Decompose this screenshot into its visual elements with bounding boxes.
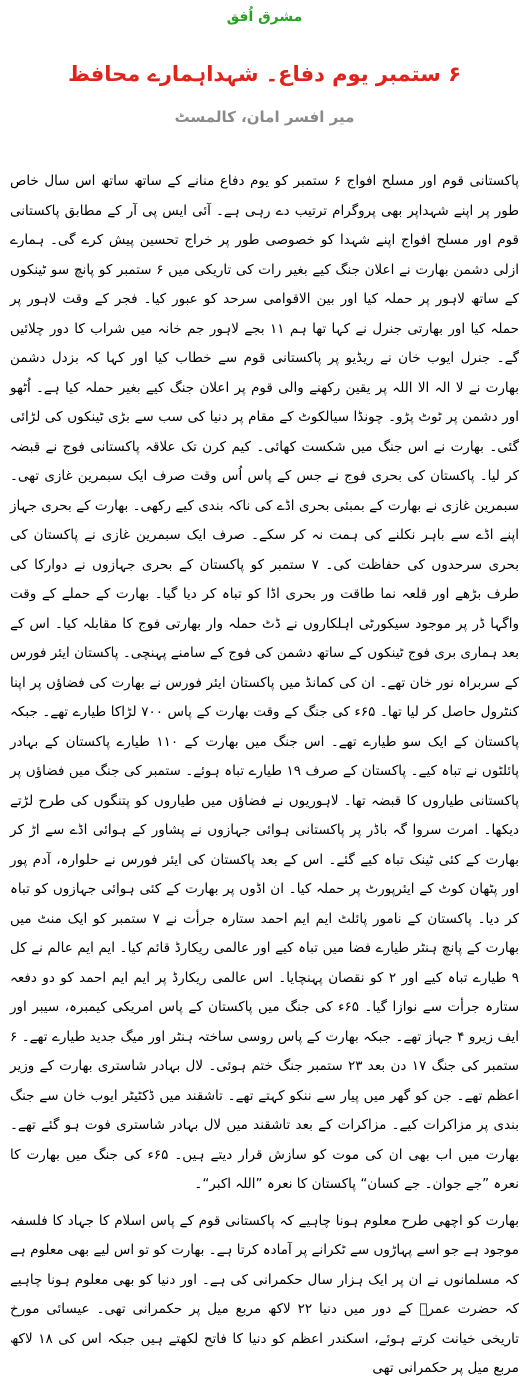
article-paragraph: پاکستانی قوم اور مسلح افواج ۶ ستمبر کو یوم دفاع منانے کے ساتھ ساتھ اس سال خاص طور پر اپنے شہداپر بھی پروگرام ترتیب دے رہی ہے۔ آئی ایس پی آر کے مطابق پاکستانی قوم اور مسلح افواج اپنے شہدا کو خصوصی طور پر خراج تحسین پیش کرے گی۔ ہمارے ازلی دشمن بھارت نے اعلان جنگ کیے بغیر رات کی تاریکی میں ۶ ستمبر کو پانچ سو ٹینکوں کے ساتھ لاہور پر حملہ کیا اور بین الاقوامی سرحد کو عبور کیا۔ فجر کے وقت لاہور پر حملہ کیا اور بھارتی جنرل نے کہا تھا ہم ۱۱ بجے لاہور جم خانہ میں شراب کا دور چلائیں گے۔ جنرل ایوب خان نے ریڈیو پر پاکستانی قوم سے خطاب کیا اور کہا کہ بزدل دشمن بھارت نے لا الہ الا اللہ پر یقین رکھنے والی قوم پر اعلان جنگ کیے بغیر حملہ کیا ہے۔ اُٹھو اور دشمن پر ٹوٹ پڑو۔ چونڈا سیالکوٹ کے مقام پر دنیا کی سب سے بڑی ٹینکوں کی لڑائی گئی۔ بھارت نے اس جنگ میں شکست کھائی۔ کیم کرن تک علاقہ پاکستانی فوج نے قبضہ کر لیا۔ پاکستان کی بحری فوج نے جس کے پاس اُس وقت صرف ایک سبمرین غازی تھی۔ سبمرین غازی نے بھارت کے بمبئی بحری اڈے کی ناکہ بندی کیے رکھی۔ بھارت کے بحری جہاز اپنے اڈے سے باہر نکلنے کی ہمت نہ کر سکے۔ صرف ایک سبمرین غازی نے پاکستان کی بحری سرحدوں کی حفاظت کی۔ ۷ ستمبر کو پاکستان کے بحری جہازوں نے دوارکا کی طرف بڑھے اور قلعہ نما طاقت ور بحری اڈا کو تباہ کر دیا گیا۔ بھارت کے حملے کے وقت واگہا ڈر پر موجود سیکورٹی اہلکاروں نے ڈٹ حملہ وار بھارتی فوج کا مقابلہ کیا۔ اس کے بعد ہماری بری فوج ٹینکوں کے ساتھ دشمن کی فوج کے سامنے پہنچی۔ پاکستان ایئر فورس کے سربراہ نور خان تھے۔ ان کی کمانڈ میں پاکستان ایئر فورس نے بھارت کی فضاؤں پر اپنا کنٹرول حاصل کر لیا تھا۔ ۶۵ء کی جنگ کے وقت بھارت کے پاس ۷۰۰ لڑاکا طیارے تھے۔ جبکہ پاکستان کے ایک سو طیارے تھے۔ اس جنگ میں بھارت کے ۱۱۰ طیارے پاکستان کے بہادر پائلٹوں نے تباہ کیے۔ پاکستان کے صرف ۱۹ طیارے تباہ ہوئے۔ ستمبر کی جنگ میں فضاؤں پر پاکستانی طیاروں کا قبضہ تھا۔ لاہوریوں نے فضاؤں میں طیاروں کو پتنگوں کی طرح لڑتے دیکھا۔ امرت سروا گہ باڈر پر پاکستانی ہوائی جہازوں نے پشاور کے ہوائی اڈے سے اڑ کر بھارت کے کئی ٹینک تباہ کیے گئے۔ اس کے بعد پاکستان کی ایئر فورس نے حلوارہ، آدم پور اور پٹھان کوٹ کے ایئرپورٹ پر حملہ کیا۔ ان اڈوں پر بھارت کے کئی ہوائی جہازوں کو تباہ کر دیا۔ پاکستان کے نامور پائلٹ ایم ایم احمد ستارہ جرأت نے ۷ ستمبر کو ایک منٹ میں بھارت کے پانچ ہنٹر طیارے فضا میں تباہ کیے اور عالمی ریکارڈ قائم کیا۔ ایم ایم عالم نے کل ۹ طیارے تباہ کیے اور ۲ کو نقصان پہنچایا۔ اس عالمی ریکارڈ پر ایم ایم احمد کو دو دفعہ ستارہ جرأت سے نوازا گیا۔ ۶۵ء کی جنگ میں پاکستان کے پاس امریکی کیمبرہ، سیبر اور ایف زیرو ۴ جہاز تھے۔ جبکہ بھارت کے پاس روسی ساختہ ہنٹر اور میگ جدید طیارے تھے۔ ۶ ستمبر کی جنگ ۱۷ دن بعد ۲۳ ستمبر جنگ ختم ہوئی۔ لال بہادر شاستری بھارت کے وزیر اعظم تھے۔ جن کو گھر میں پیار سے ننکو کہتے تھے۔ تاشقند میں ڈکٹیٹر ایوب خان سے جنگ بندی پر مزاکرات کیے۔ مزاکرات کے بعد تاشقند میں لال بہادر شاستری فوت ہو گئے تھے۔ بھارت میں اب بھی ان کی موت کو سازش قرار دیتے ہیں۔ ۶۵ء کی جنگ میں بھارت کا نعرہ ”جے جوان۔ جے کسان“ پاکستان کا نعرہ ”اللہ اکبر“۔ xyxy=(10,173,520,1192)
source-name: مشرق اُفق xyxy=(226,9,303,25)
article-headline: ۶ ستمبر یوم دفاع۔ شہداہمارے محافظ xyxy=(67,62,462,86)
article-paragraph: بھارت کو اچھی طرح معلوم ہونا چاہیے کہ پاکستانی قوم کے پاس اسلام کا جہاد کا فلسفہ موجود ہے جو اسے پہاڑوں سے ٹکرانے پر آمادہ کرتا ہے۔ بھارت کو تو اس لیے بھی معلوم ہے کہ مسلمانوں نے ان پر ایک ہزار سال حکمرانی کی ہے۔ اور دنیا کو بھی معلوم ہونا چاہیے کہ حضرت عمرؓ کے دور میں دنیا ۲۲ لاکھ مربع میل پر حکمرانی تھی۔ عیسائی مورخ تاریخی خیانت کرتے ہوئے، اسکندر اعظم کو دنیا کا فاتح لکھتے ہیں جبکہ اس کی ۱۸ لاکھ مربع میل پر حکمرانی تھی xyxy=(9,1212,519,1376)
article-header xyxy=(10,6,519,130)
article-body xyxy=(10,167,519,1384)
article-page xyxy=(0,6,529,1376)
article-byline: میر افسر امان، کالمسٹ xyxy=(174,108,355,126)
